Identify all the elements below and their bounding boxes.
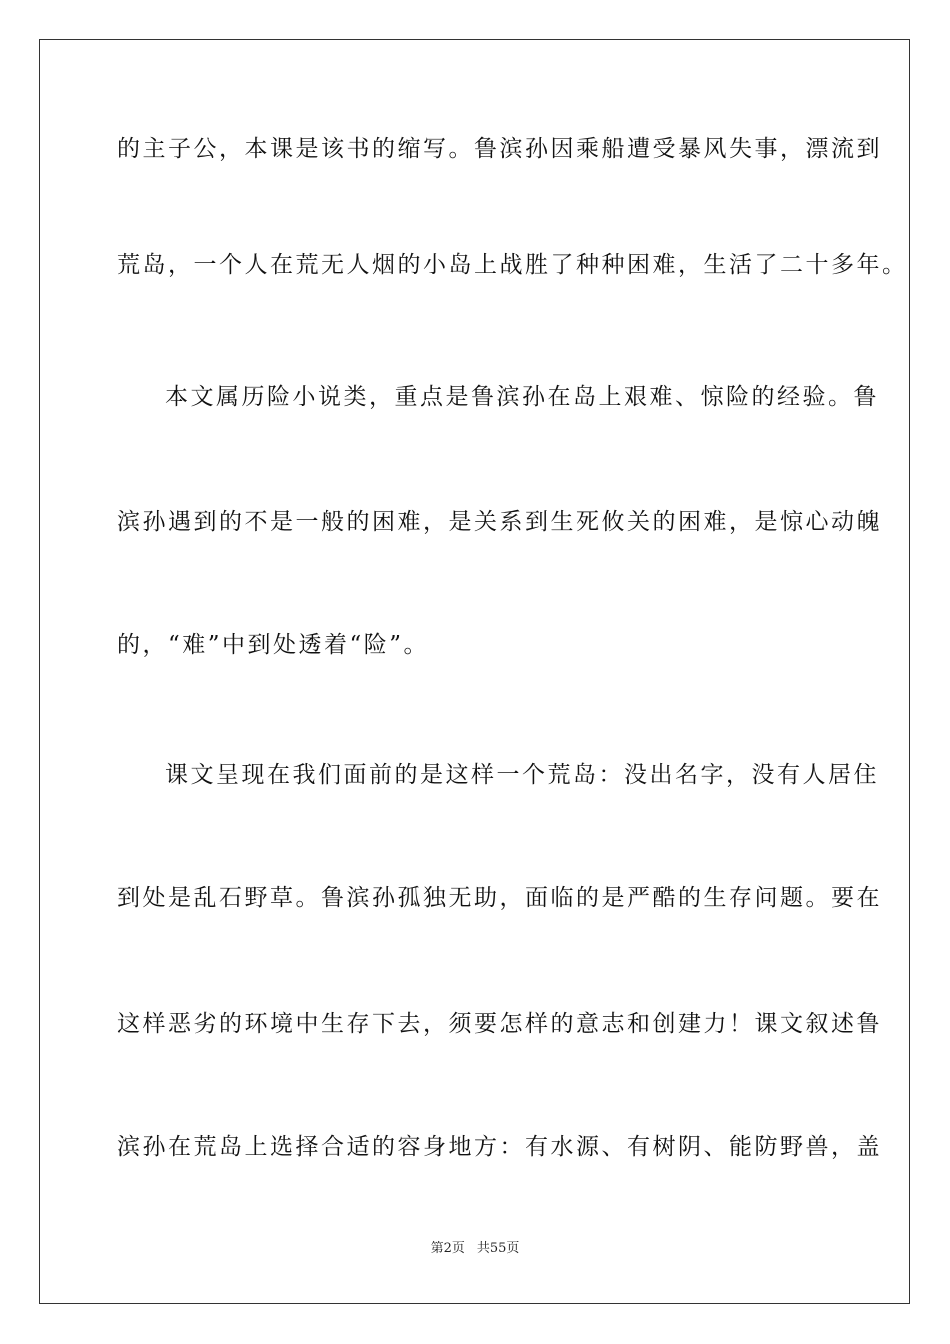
page-frame	[39, 39, 910, 1304]
text-line: 到处是乱石野草。鲁滨孙孤独无助，面临的是严酷的生存问题。要在	[117, 885, 882, 911]
paragraph-start-line: 课文呈现在我们面前的是这样一个荒岛：没出名字，没有人居住	[165, 762, 879, 788]
text-line: 这样恶劣的环境中生存下去，须要怎样的意志和创建力！课文叙述鲁	[117, 1011, 882, 1037]
text-line: 荒岛，一个人在荒无人烟的小岛上战胜了种种困难，生活了二十多年。	[117, 252, 908, 278]
page-footer	[0, 1237, 950, 1256]
paragraph-start-line: 本文属历险小说类，重点是鲁滨孙在岛上艰难、惊险的经验。鲁	[165, 384, 879, 410]
page-total: 共55页	[476, 1241, 520, 1256]
text-line: 滨孙在荒岛上选择合适的容身地方：有水源、有树阴、能防野兽，盖	[117, 1134, 882, 1160]
text-line: 的主子公，本课是该书的缩写。鲁滨孙因乘船遭受暴风失事，漂流到	[117, 136, 882, 162]
text-line: 滨孙遇到的不是一般的困难，是关系到生死攸关的困难，是惊心动魄	[117, 509, 882, 535]
page-number: 第2页	[430, 1241, 465, 1256]
text-line: 的，“难”中到处透着“险”。	[117, 632, 430, 658]
